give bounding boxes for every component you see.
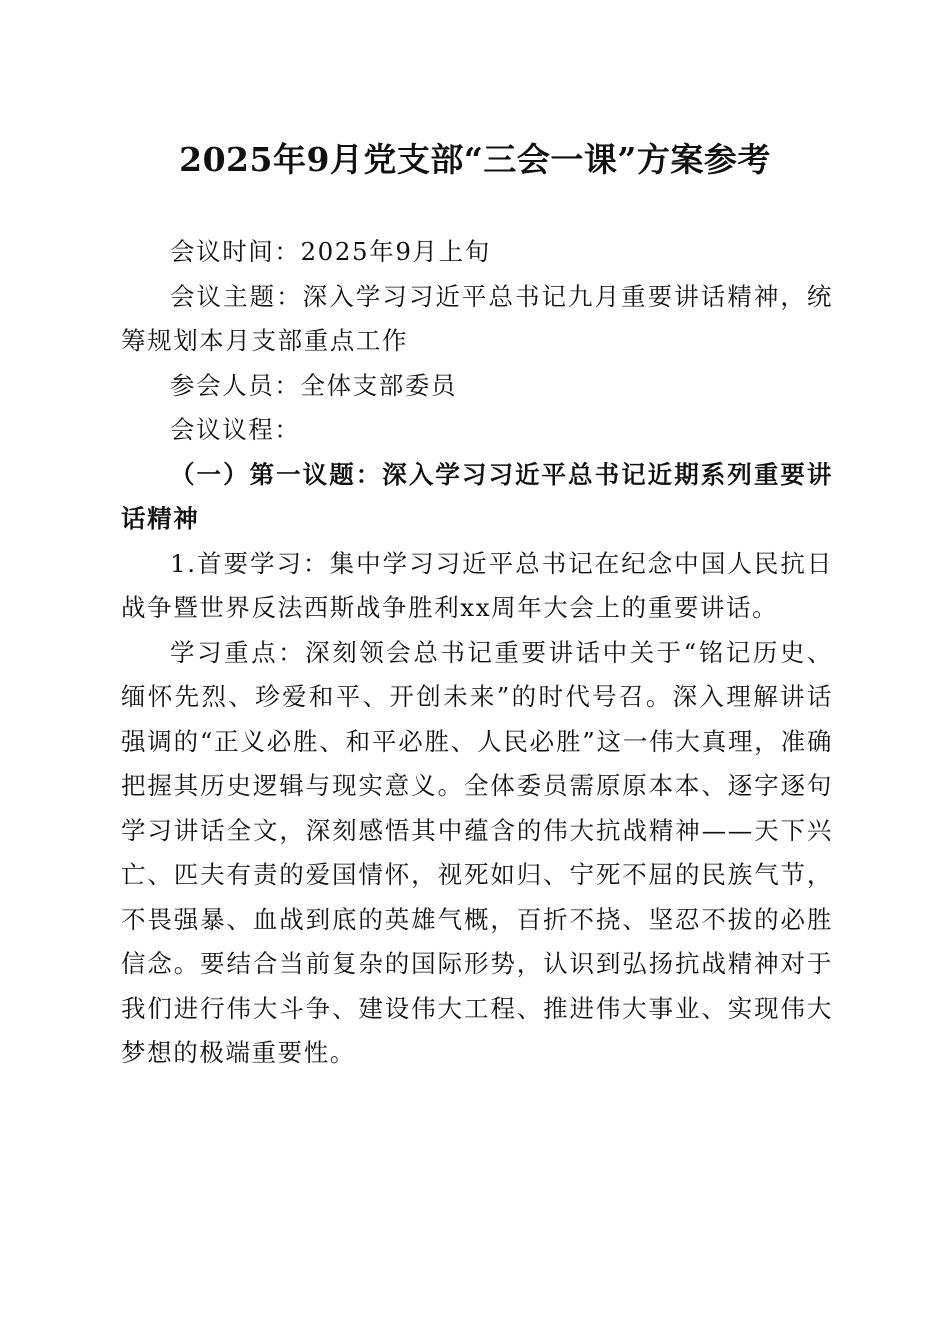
meeting-theme: 会议主题：深入学习习近平总书记九月重要讲话精神，统筹规划本月支部重点工作 bbox=[121, 281, 833, 355]
document-body bbox=[121, 230, 833, 1076]
study-item-1: 1.首要学习：集中学习习近平总书记在纪念中国人民抗日战争暨世界反法西斯战争胜利xx周年大会上的重要讲话。 bbox=[121, 548, 833, 622]
meeting-attendees: 参会人员：全体支部委员 bbox=[170, 370, 458, 400]
agenda-item-1: （一）第一议题：深入学习习近平总书记近期系列重要讲话精神 bbox=[121, 459, 833, 533]
study-focus: 学习重点：深刻领会总书记重要讲话中关于“铭记历史、缅怀先烈、珍爱和平、开创未来”的时代号召。深入理解讲话强调的“正义必胜、和平必胜、人民必胜”这一伟大真理，准确把握其历史逻辑与现实意义。全体委员需原原本本、逐字逐句学习讲话全文，深刻感悟其中蕴含的伟大抗战精神——天下兴亡、匹夫有责的爱国情怀，视死如归、宁死不屈的民族气节，不畏强暴、血战到底的英雄气概，百折不挠、坚忍不拔的必胜信念。要结合当前复杂的国际形势，认识到弘扬抗战精神对于我们进行伟大斗争、建设伟大工程、推进伟大事业、实现伟大梦想的极端重要性。 bbox=[121, 637, 833, 1067]
document-title: 2025年9月党支部“三会一课”方案参考 bbox=[179, 140, 771, 179]
meeting-time: 会议时间：2025年9月上旬 bbox=[170, 237, 491, 266]
meeting-agenda-label: 会议议程： bbox=[170, 415, 301, 444]
